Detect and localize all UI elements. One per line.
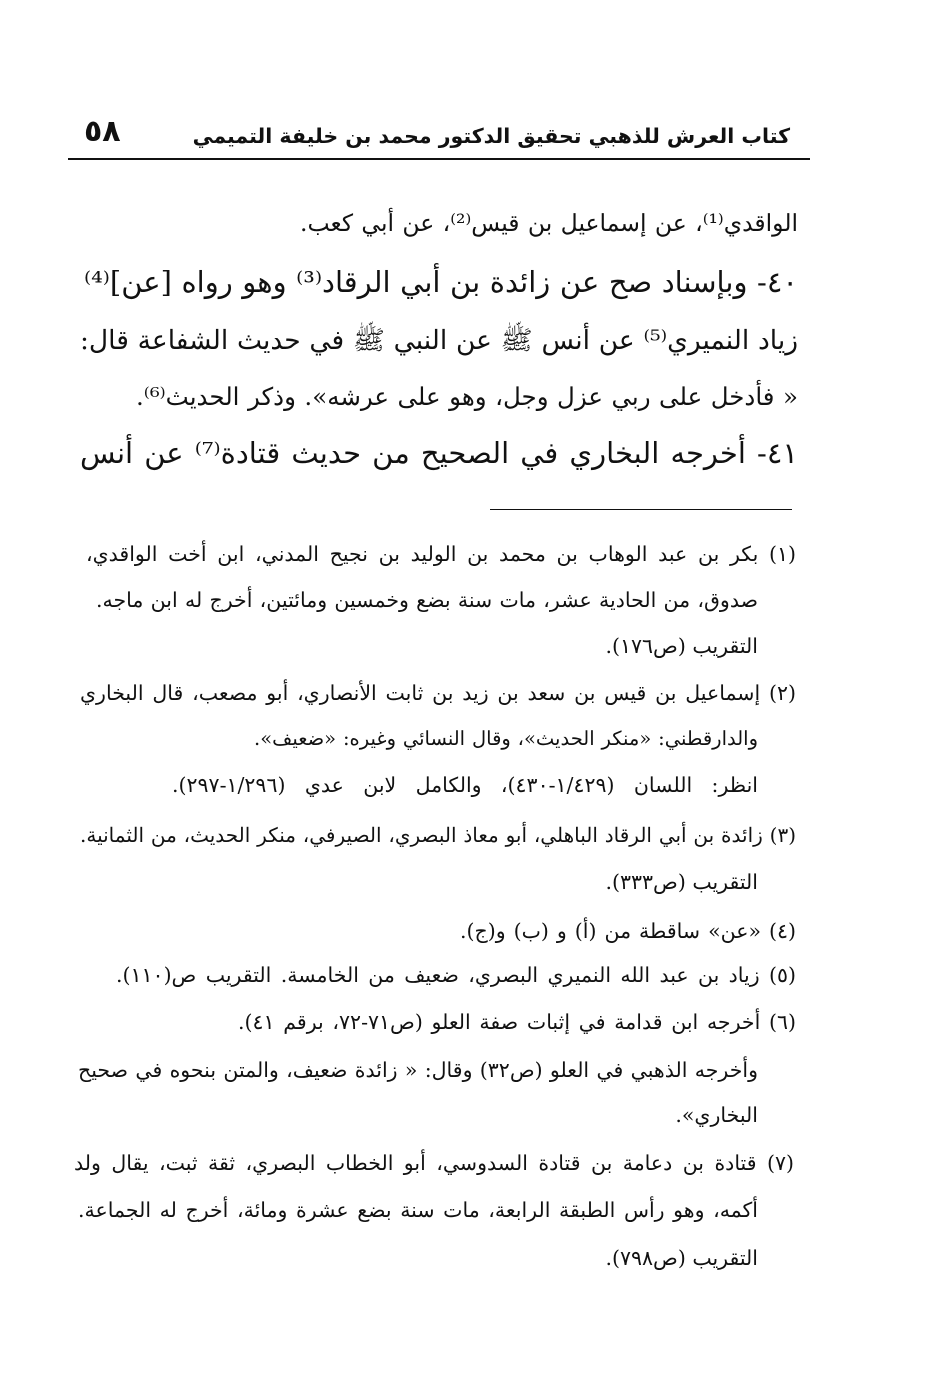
footnote-1-line-1: (١) بكر بن عبد الوهاب بن محمد بن الوليد بن نجيح المدني، ابن أخت الواقدي، (86, 542, 796, 566)
page-number: ٥٨ (84, 114, 121, 149)
footnote-7-line-3: التقريب (ص٧٩٨). (605, 1246, 758, 1270)
footnote-6-line-3: البخاري». (675, 1103, 758, 1127)
footnote-1-line-2: صدوق، من الحادية عشر، مات سنة بضع وخمسين ومائتين، أخرج له ابن ماجه. (96, 588, 758, 612)
footnote-1-line-3: التقريب (ص١٧٦). (605, 634, 758, 658)
main-text-line-5: ٤١- أخرجه البخاري في الصحيح من حديث قتادة⁽⁷⁾ عن أنس (80, 436, 798, 470)
footnote-4: (٤) «عن» ساقطة من (أ) و (ب) و(ج). (460, 919, 796, 943)
main-text-line-1: الواقدي⁽¹⁾، عن إسماعيل بن قيس⁽²⁾، عن أبي كعب. (300, 209, 799, 237)
footnote-2-line-1: (٢) إسماعيل بن قيس بن سعد بن زيد بن ثابت الأنصاري، أبو مصعب، قال البخاري (80, 681, 796, 705)
running-header-title: كتاب العرش للذهبي تحقيق الدكتور محمد بن خليفة التميمي (192, 124, 790, 148)
main-text-line-2: ٤٠- وبإسناد صح عن زائدة بن أبي الرقاد⁽³⁾ وهو رواه [عن]⁽⁴⁾ (84, 265, 798, 299)
footnote-7-line-1: (٧) قتادة بن دعامة بن قتادة السدوسي، أبو الخطاب البصري، ثقة ثبت، يقال ولد (74, 1151, 794, 1175)
footnote-3-line-1: (٣) زائدة بن أبي الرقاد الباهلي، أبو معاذ البصري، الصيرفي، منكر الحديث، من الثمانية. (80, 823, 796, 847)
footnote-3-line-2: التقريب (ص٣٣٣). (605, 870, 758, 894)
footnote-5: (٥) زياد بن عبد الله النميري البصري، ضعيف من الخامسة. التقريب ص(١١٠). (116, 963, 796, 987)
header-divider (68, 158, 810, 160)
footnote-6-line-2: وأخرجه الذهبي في العلو (ص٣٢) وقال: « زائدة ضعيف، والمتن بنحوه في صحيح (78, 1058, 758, 1082)
footnote-2-line-3: انظر: اللسان (١/٤٢٩-٤٣٠)، والكامل لابن عدي (١/٢٩٦-٢٩٧). (172, 773, 758, 797)
footnote-7-line-2: أكمه، وهو رأس الطبقة الرابعة، مات سنة بضع عشرة ومائة، أخرج له الجماعة. (78, 1198, 758, 1222)
footnote-6-line-1: (٦) أخرجه ابن قدامة في إثبات صفة العلو (ص٧١-٧٢، برقم ٤١). (238, 1010, 797, 1034)
footnote-divider (490, 509, 792, 510)
main-text-line-4: « فأدخل على ربي عزل وجل، وهو على عرشه». وذكر الحديث⁽⁶⁾. (136, 382, 798, 411)
main-text-line-3: زياد النميري⁽⁵⁾ عن أنس ﷺ عن النبي ﷺ في حديث الشفاعة قال: (80, 325, 798, 356)
footnote-2-line-2: والدارقطني: «منكر الحديث»، وقال النسائي وغيره: «ضعيف». (254, 727, 758, 750)
